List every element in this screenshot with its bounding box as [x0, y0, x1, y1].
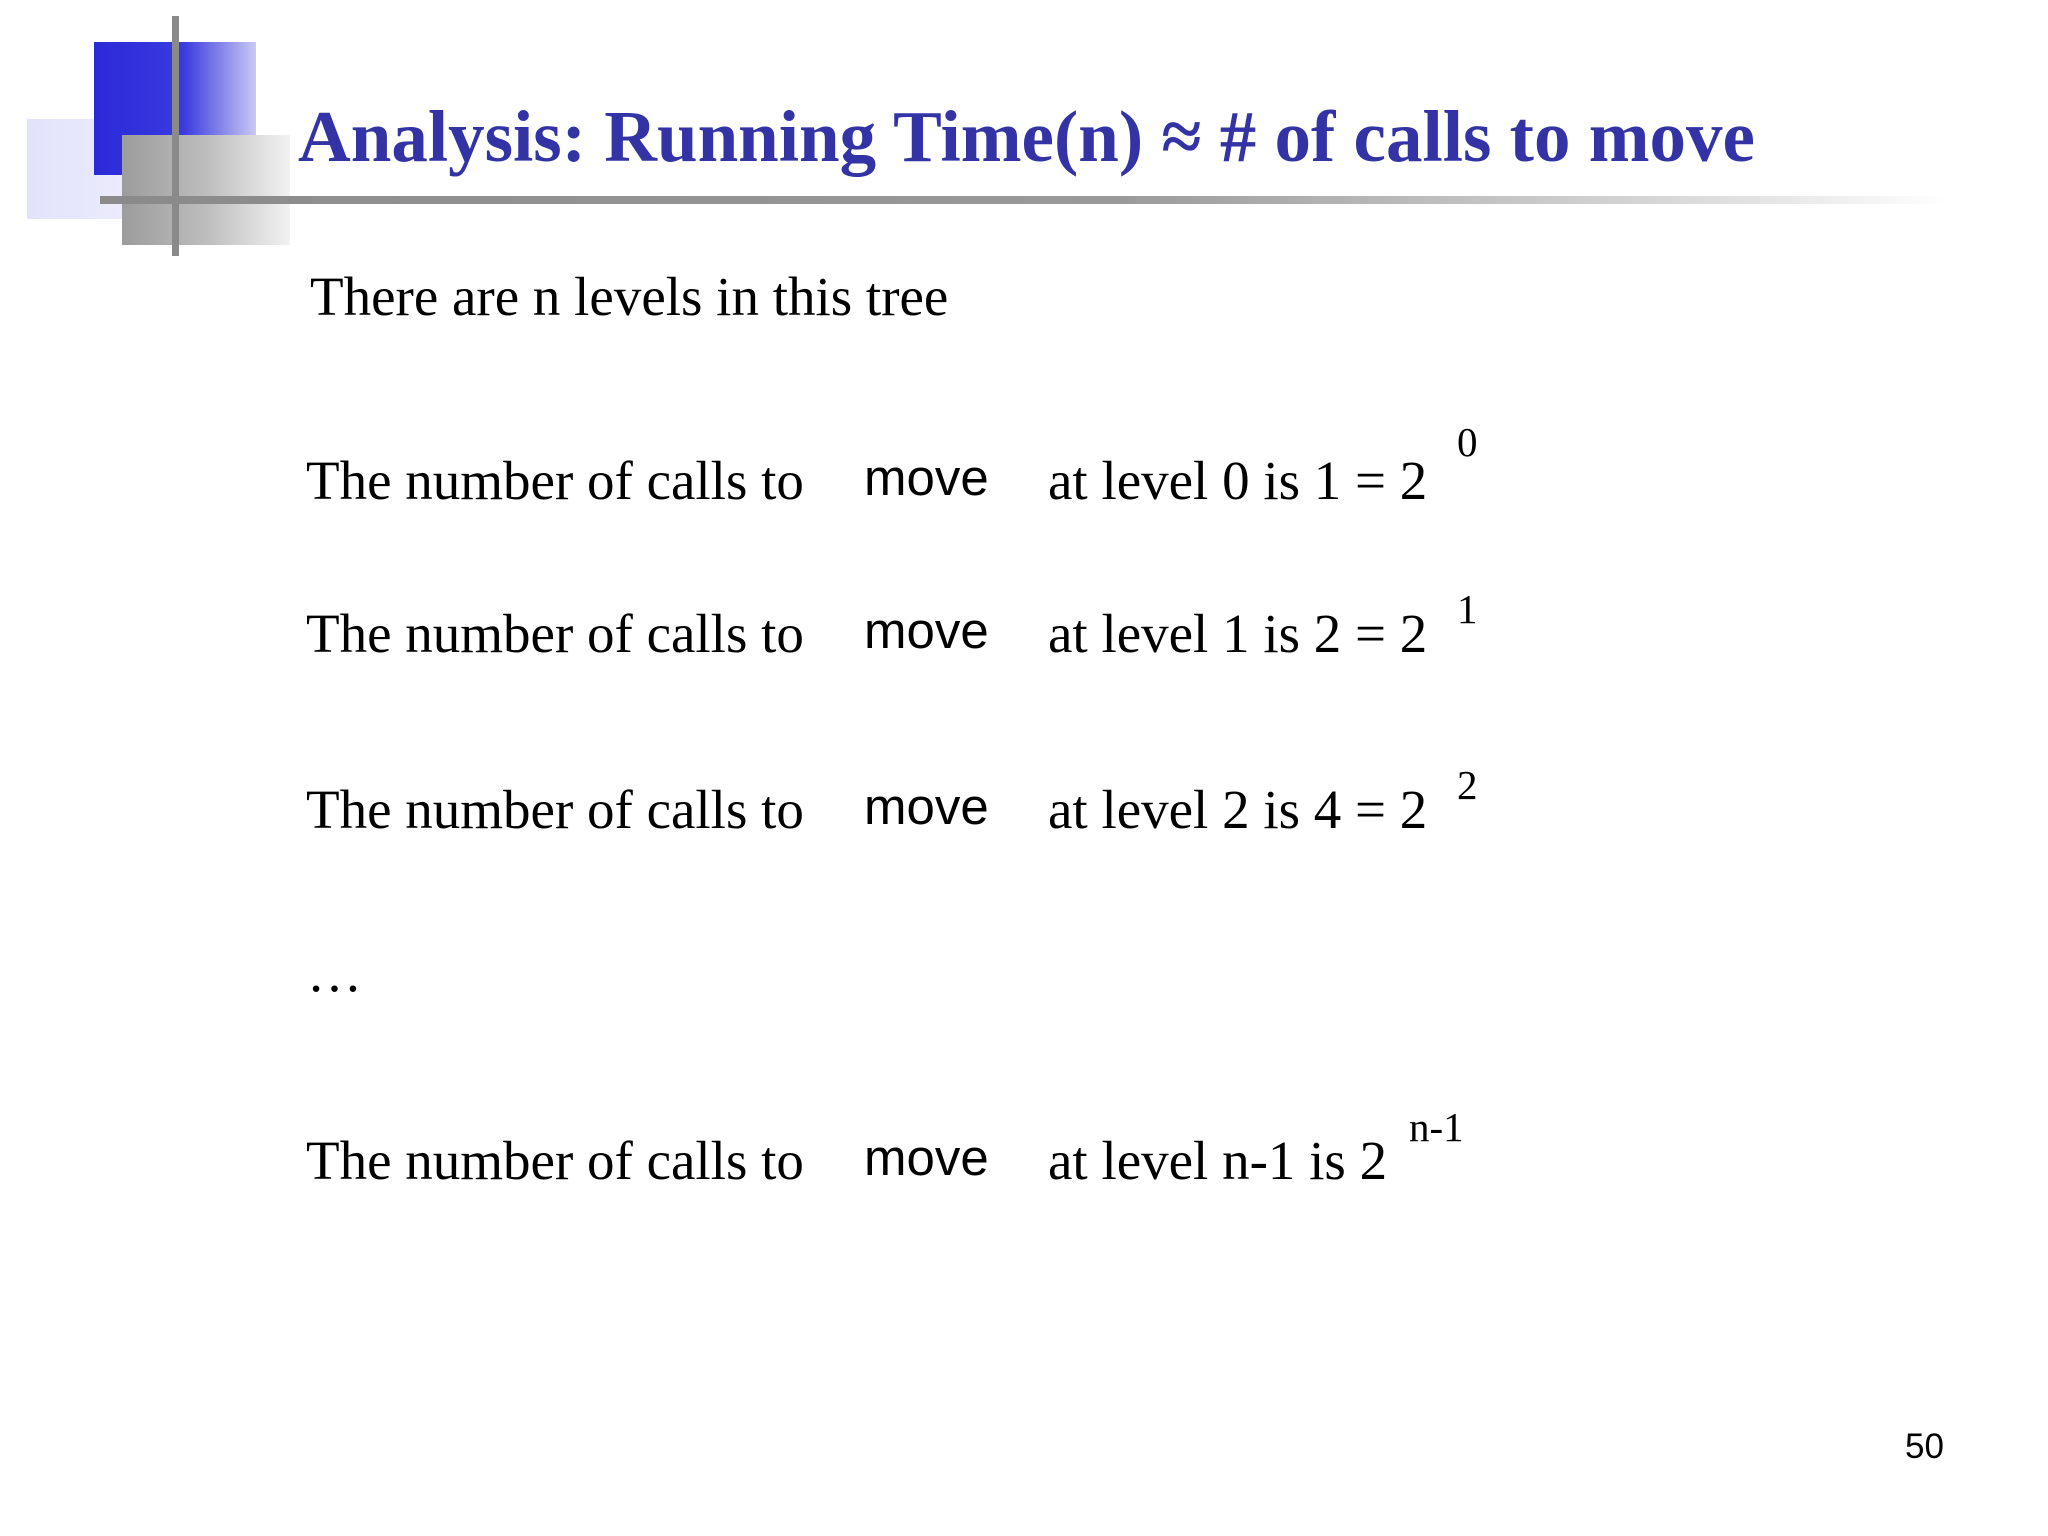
row-exponent: 0 — [1457, 419, 1478, 465]
decor-gray-square — [122, 135, 290, 245]
row-keyword-move: move — [864, 778, 989, 835]
slide-title: Analysis: Running Time(n) ≈ # of calls to move — [298, 96, 1755, 177]
row-suffix: at level n-1 is 2 — [1048, 1130, 1388, 1191]
row-suffix: at level 0 is 1 = 2 — [1048, 450, 1428, 511]
row-keyword-move: move — [864, 602, 989, 659]
page-number: 50 — [1905, 1427, 1944, 1466]
intro-text: There are n levels in this tree — [310, 266, 949, 327]
row-keyword-move: move — [864, 449, 989, 506]
row-prefix: The number of calls to — [306, 1130, 804, 1191]
row-prefix: The number of calls to — [306, 450, 804, 511]
title-underline-rule — [100, 196, 1950, 204]
row-exponent: 2 — [1457, 762, 1478, 808]
row-exponent: 1 — [1457, 586, 1478, 632]
ellipsis: … — [307, 942, 362, 1003]
row-exponent: n-1 — [1409, 1104, 1464, 1150]
row-prefix: The number of calls to — [306, 603, 804, 664]
row-prefix: The number of calls to — [306, 779, 804, 840]
row-suffix: at level 1 is 2 = 2 — [1048, 603, 1428, 664]
row-keyword-move: move — [864, 1129, 989, 1186]
row-suffix: at level 2 is 4 = 2 — [1048, 779, 1428, 840]
decor-vertical-rule — [172, 16, 179, 256]
